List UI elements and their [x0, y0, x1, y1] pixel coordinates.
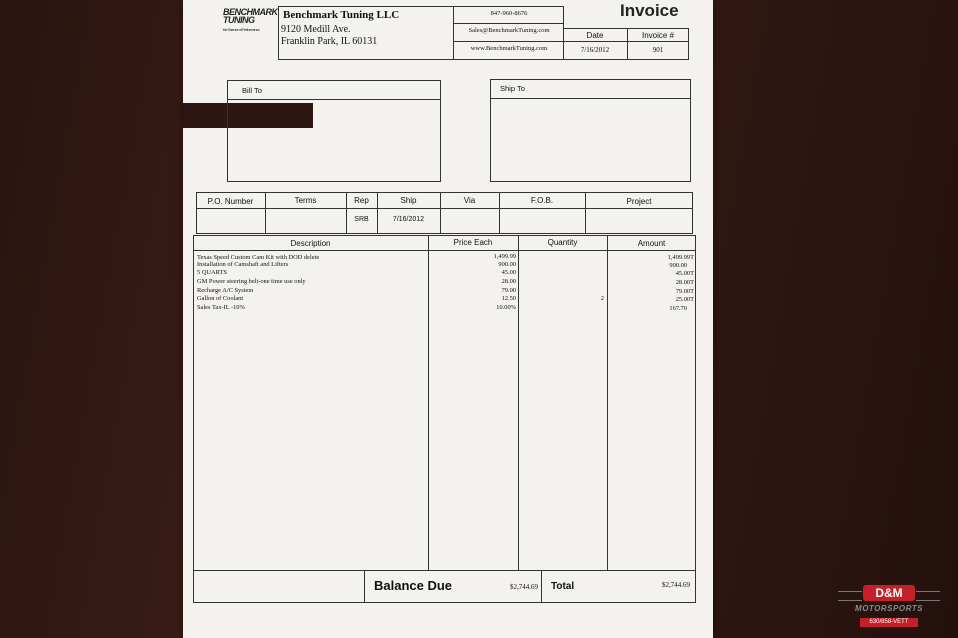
price-header: Price Each	[453, 238, 493, 247]
item-price: 12.50	[501, 295, 516, 302]
company-phone: 847-960-8676	[490, 10, 528, 17]
via-header: Via	[463, 196, 476, 205]
item-description: Sales Tax-IL -10%	[197, 304, 245, 311]
item-amount: 25.00T	[675, 296, 694, 303]
total-amount: $2,744.69	[662, 581, 690, 589]
invoice-title: Invoice	[620, 1, 679, 20]
item-description: GM Power steering belt-one time use only	[197, 278, 306, 285]
terms-header: Terms	[294, 196, 317, 205]
left-wing-icon	[838, 591, 862, 601]
item-price: 79.00	[501, 287, 516, 294]
item-amount: 45.00T	[675, 270, 694, 277]
company-logo	[223, 7, 278, 32]
bill-to-label: Bill To	[242, 86, 262, 95]
item-price: 28.00	[501, 278, 516, 285]
date-label: Date	[586, 31, 604, 40]
item-amount: 79.00T	[675, 288, 694, 295]
company-website: www.BenchmarkTuning.com	[470, 45, 548, 52]
item-description: Installation of Camshaft and Lifters	[197, 261, 289, 268]
ship-to-label: Ship To	[500, 84, 525, 93]
watermark-phone: 630/858-VETT	[860, 618, 918, 627]
invoice-date: 7/16/2012	[580, 46, 610, 54]
watermark-brand: D&M	[863, 585, 915, 601]
rep-value: SRB	[354, 216, 369, 223]
logo-tagline: the Science of Performance	[223, 27, 260, 32]
item-quantity: 2	[600, 295, 604, 302]
item-amount: 900.00	[669, 262, 687, 269]
ship-value: 7/16/2012	[392, 216, 425, 223]
ship-to-box	[490, 79, 691, 182]
description-header: Description	[290, 239, 331, 248]
watermark-subtitle: MOTORSPORTS	[855, 604, 923, 613]
item-amount: 28.00T	[675, 279, 694, 286]
bill-to-box	[227, 80, 441, 182]
item-description: 5 QUARTS	[197, 269, 227, 276]
item-description: Texas Speed Custom Cam Kit with DOD delete	[197, 254, 320, 261]
fob-header: F.O.B.	[530, 196, 554, 205]
quantity-header: Quantity	[547, 238, 578, 247]
logo-text: BENCHMARK TUNING	[223, 7, 278, 25]
invoice-number-label: Invoice #	[641, 31, 675, 40]
item-description: Gallon of Coolant	[197, 295, 244, 302]
item-price: 10.00%	[496, 304, 516, 311]
item-price: 1,499.99	[493, 253, 516, 260]
item-price: 45.00	[501, 269, 516, 276]
balance-due-amount: $2,744.69	[510, 583, 538, 591]
item-description: Recharge A/C System	[197, 287, 254, 294]
item-amount: 167.70	[669, 305, 687, 312]
balance-due-label: Balance Due	[374, 578, 453, 593]
item-amount: 1,499.99T	[667, 254, 694, 261]
po-number-header: P.O. Number	[207, 197, 254, 206]
amount-header: Amount	[637, 239, 666, 248]
project-header: Project	[626, 197, 652, 206]
rep-header: Rep	[354, 196, 369, 205]
company-name: Benchmark Tuning LLC	[283, 9, 400, 21]
invoice-number: 901	[652, 46, 664, 54]
item-price: 900.00	[498, 261, 516, 268]
company-street: 9120 Medill Ave.	[281, 24, 351, 35]
right-wing-icon	[916, 591, 940, 601]
company-email: Sales@BenchmarkTuning.com	[468, 27, 550, 34]
dealer-watermark	[838, 585, 938, 631]
ship-header: Ship	[400, 196, 417, 205]
total-label: Total	[551, 581, 575, 592]
company-city: Franklin Park, IL 60131	[281, 36, 378, 47]
